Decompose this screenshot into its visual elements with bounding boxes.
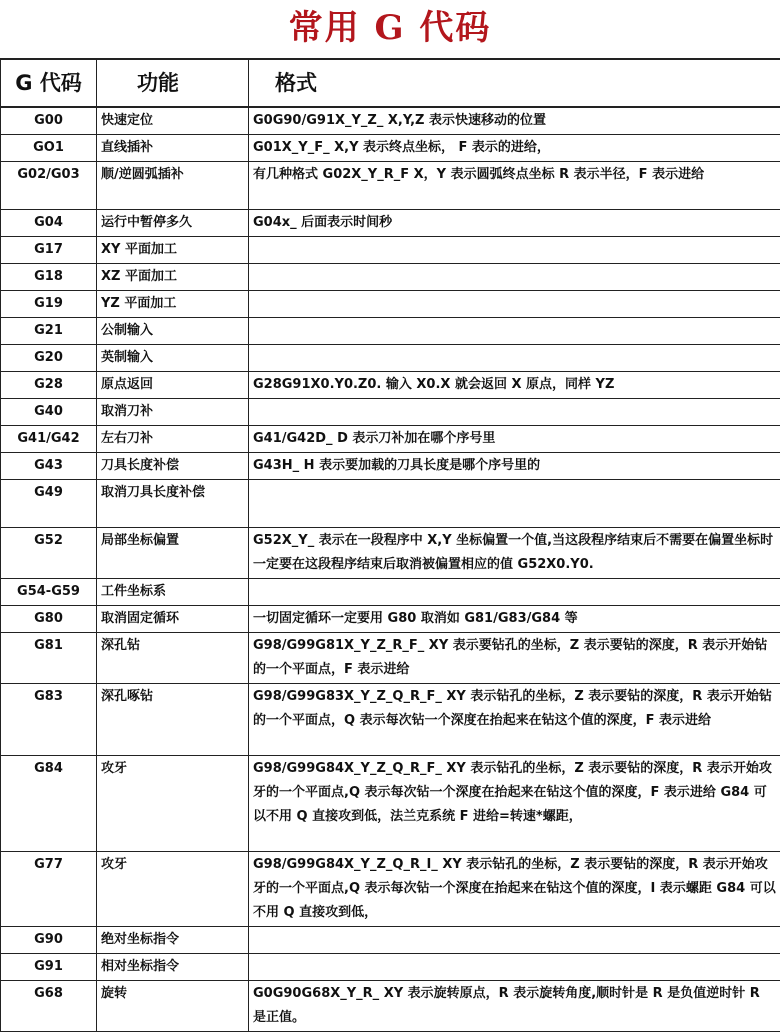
code-cell: G81 (1, 633, 97, 684)
function-cell: 直线插补 (97, 135, 249, 162)
table-row (1, 162, 780, 210)
code-cell: G17 (1, 237, 97, 264)
function-cell: XY 平面加工 (97, 237, 249, 264)
function-cell: 绝对坐标指令 (97, 927, 249, 954)
format-cell: 一切固定循环一定要用 G80 取消如 G81/G83/G84 等 (249, 606, 780, 633)
code-cell: G90 (1, 927, 97, 954)
function-cell: 左右刀补 (97, 426, 249, 453)
code-cell: G20 (1, 345, 97, 372)
table-row (1, 264, 780, 291)
function-cell: 取消刀补 (97, 399, 249, 426)
function-cell: 相对坐标指令 (97, 954, 249, 981)
code-cell: G02/G03 (1, 162, 97, 210)
format-cell (249, 345, 780, 372)
function-cell: 快速定位 (97, 107, 249, 135)
code-cell: G49 (1, 480, 97, 528)
format-cell: G0G90G68X_Y_R_ XY 表示旋转原点，R 表示旋转角度,顺时针是 R 是负值逆时针 R 是正值。 (249, 981, 780, 1032)
table-row (1, 399, 780, 426)
code-cell: G28 (1, 372, 97, 399)
header-format: 格式 (249, 59, 780, 107)
table-row (1, 480, 780, 528)
format-cell: G98/G99G84X_Y_Z_Q_R_I_ XY 表示钻孔的坐标，Z 表示要钻的深度，R 表示开始攻牙的一个平面点,Q 表示每次钻一个深度在抬起来在钻这个值的深度，I 表示螺距 G84 可以不用 Q 直接攻到低， (249, 852, 780, 927)
table-row (1, 345, 780, 372)
code-cell: G52 (1, 528, 97, 579)
code-cell: G40 (1, 399, 97, 426)
table-row (1, 135, 780, 162)
code-cell: G83 (1, 684, 97, 756)
function-cell: 英制输入 (97, 345, 249, 372)
function-cell: 深孔钻 (97, 633, 249, 684)
format-cell: G98/G99G83X_Y_Z_Q_R_F_ XY 表示钻孔的坐标，Z 表示要钻的深度，R 表示开始钻的一个平面点，Q 表示每次钻一个深度在抬起来在钻这个值的深度，F 表示进给 (249, 684, 780, 756)
header-function: 功能 (97, 59, 249, 107)
format-cell (249, 264, 780, 291)
format-cell (249, 579, 780, 606)
function-cell: 攻牙 (97, 852, 249, 927)
gcode-table (0, 58, 780, 1032)
function-cell: 取消固定循环 (97, 606, 249, 633)
table-row (1, 981, 780, 1032)
header-code: G 代码 (1, 59, 97, 107)
function-cell: 旋转 (97, 981, 249, 1032)
code-cell: G41/G42 (1, 426, 97, 453)
function-cell: 攻牙 (97, 756, 249, 852)
format-cell (249, 291, 780, 318)
function-cell: 顺/逆圆弧插补 (97, 162, 249, 210)
function-cell: 运行中暂停多久 (97, 210, 249, 237)
table-row (1, 318, 780, 345)
function-cell: 取消刀具长度补偿 (97, 480, 249, 528)
format-cell (249, 480, 780, 528)
code-cell: G77 (1, 852, 97, 927)
table-row (1, 528, 780, 579)
function-cell: 公制输入 (97, 318, 249, 345)
format-cell: G43H_ H 表示要加载的刀具长度是哪个序号里的 (249, 453, 780, 480)
format-cell: 有几种格式 G02X_Y_R_F X，Y 表示圆弧终点坐标 R 表示半径，F 表示进给 (249, 162, 780, 210)
table-row (1, 210, 780, 237)
code-cell: G80 (1, 606, 97, 633)
table-row (1, 453, 780, 480)
table-header-row (1, 59, 780, 107)
table-row (1, 606, 780, 633)
format-cell: G01X_Y_F_ X,Y 表示终点坐标， F 表示的进给， (249, 135, 780, 162)
page-title: 常用 G 代码 (0, 0, 780, 58)
table-row (1, 372, 780, 399)
function-cell: 深孔啄钻 (97, 684, 249, 756)
table-row (1, 579, 780, 606)
code-cell: G54-G59 (1, 579, 97, 606)
format-cell (249, 399, 780, 426)
function-cell: 刀具长度补偿 (97, 453, 249, 480)
code-cell: G04 (1, 210, 97, 237)
format-cell (249, 237, 780, 264)
table-row (1, 756, 780, 852)
table-row (1, 237, 780, 264)
function-cell: 工件坐标系 (97, 579, 249, 606)
format-cell: G52X_Y_ 表示在一段程序中 X,Y 坐标偏置一个值,当这段程序结束后不需要在偏置坐标时一定要在这段程序结束后取消被偏置相应的值 G52X0.Y0. (249, 528, 780, 579)
code-cell: G18 (1, 264, 97, 291)
format-cell: G28G91X0.Y0.Z0. 输入 X0.X 就会返回 X 原点，同样 YZ (249, 372, 780, 399)
table-row (1, 633, 780, 684)
table-row (1, 852, 780, 927)
function-cell: XZ 平面加工 (97, 264, 249, 291)
function-cell: 原点返回 (97, 372, 249, 399)
format-cell: G0G90/G91X_Y_Z_ X,Y,Z 表示快速移动的位置 (249, 107, 780, 135)
code-cell: G84 (1, 756, 97, 852)
code-cell: G43 (1, 453, 97, 480)
table-row (1, 684, 780, 756)
code-cell: G68 (1, 981, 97, 1032)
code-cell: G21 (1, 318, 97, 345)
table-row (1, 954, 780, 981)
table-row (1, 291, 780, 318)
format-cell: G98/G99G84X_Y_Z_Q_R_F_ XY 表示钻孔的坐标，Z 表示要钻的深度，R 表示开始攻牙的一个平面点,Q 表示每次钻一个深度在抬起来在钻这个值的深度，F 表示进给 G84 可以不用 Q 直接攻到低，法兰克系统 F 进给=转速*螺距， (249, 756, 780, 852)
code-cell: G00 (1, 107, 97, 135)
function-cell: YZ 平面加工 (97, 291, 249, 318)
format-cell (249, 927, 780, 954)
format-cell: G41/G42D_ D 表示刀补加在哪个序号里 (249, 426, 780, 453)
function-cell: 局部坐标偏置 (97, 528, 249, 579)
code-cell: G91 (1, 954, 97, 981)
table-row (1, 927, 780, 954)
format-cell (249, 318, 780, 345)
table-row (1, 107, 780, 135)
table-row (1, 426, 780, 453)
code-cell: GO1 (1, 135, 97, 162)
format-cell: G04x_ 后面表示时间秒 (249, 210, 780, 237)
code-cell: G19 (1, 291, 97, 318)
format-cell: G98/G99G81X_Y_Z_R_F_ XY 表示要钻孔的坐标，Z 表示要钻的深度，R 表示开始钻的一个平面点，F 表示进给 (249, 633, 780, 684)
format-cell (249, 954, 780, 981)
